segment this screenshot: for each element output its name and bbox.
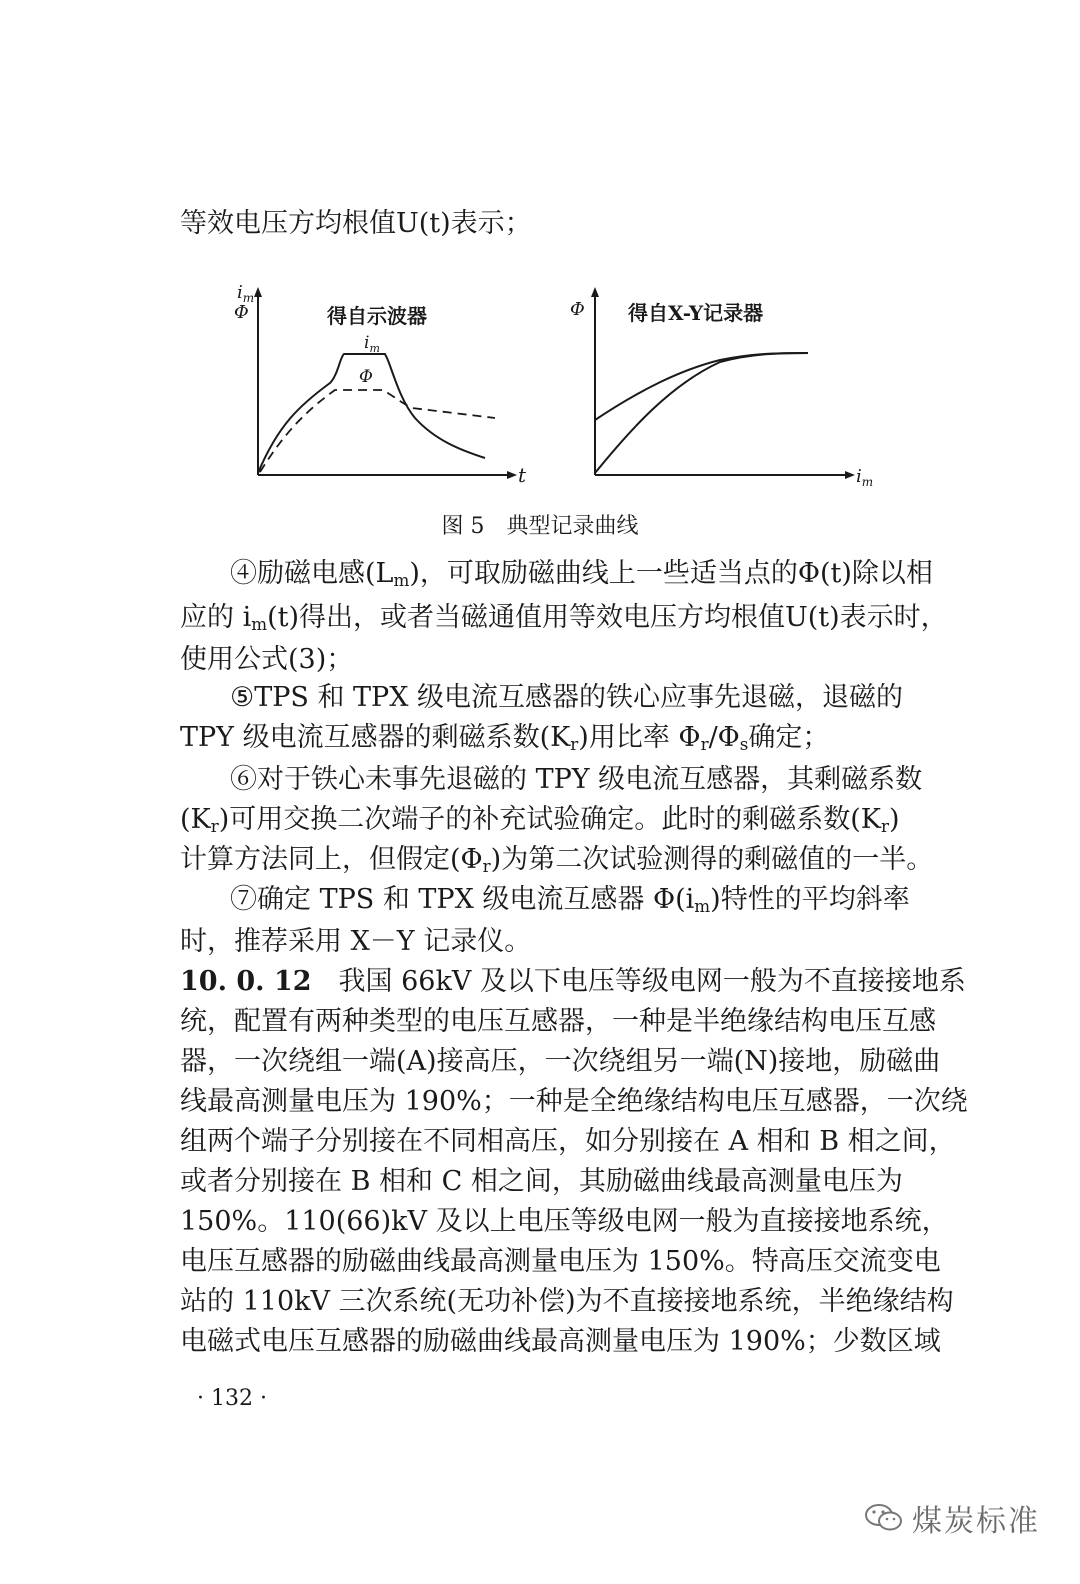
section-number: 10. 0. 12 [180, 966, 312, 997]
text-line: 电磁式电压互感器的励磁曲线最高测量电压为 190%；少数区域 [180, 1326, 941, 1357]
text-line: 统，配置有两种类型的电压互感器，一种是半绝缘结构电压互感 [180, 1006, 936, 1037]
text-line: TPY 级电流互感器的剩磁系数$(K_r)$用比率 $\Phi_r/\Phi_s$确定； [180, 722, 830, 755]
left-y-label-phi: Φ [234, 302, 249, 323]
left-plot [234, 282, 527, 487]
text-line: 150%。110(66)kV 及以上电压等级电网一般为直接接地系统， [180, 1206, 949, 1237]
text-line: ⑦确定 TPS 和 TPX 级电流互感器 $\Phi(i_m)$特性的平均斜率 [230, 884, 910, 917]
hysteresis-upper-curve [595, 353, 808, 420]
text-line: $(K_r)$可用交换二次端子的补充试验确定。此时的剩磁系数$(K_r)$ [180, 804, 900, 837]
page-number: · 132 · [197, 1386, 267, 1411]
text-line: 使用公式(3)； [180, 644, 354, 675]
right-plot-title: 得自X-Y记录器 [628, 301, 764, 325]
text-line: ⑤TPS 和 TPX 级电流互感器的铁心应事先退磁，退磁的 [230, 682, 904, 713]
text-line: ⑥对于铁心未事先退磁的 TPY 级电流互感器，其剩磁系数 [230, 764, 923, 795]
text-line: 应的 $i_m(t)$得出，或者当磁通值用等效电压方均根值U(t)表示时， [180, 602, 948, 635]
intro-line: 等效电压方均根值U(t)表示； [180, 208, 532, 239]
text-line: 电压互感器的励磁曲线最高测量电压为 150%。特高压交流变电 [180, 1246, 941, 1277]
watermark [864, 1496, 1040, 1543]
text-line: 站的 110kV 三次系统(无功补偿)为不直接接地系统，半绝缘结构 [180, 1286, 954, 1317]
watermark-text: 煤炭标准 [912, 1503, 1040, 1539]
right-x-label-im: $i_m$ [856, 466, 874, 489]
text-line: 10. 0. 12 我国 66kV 及以下电压等级电网一般为不直接接地系 [180, 966, 966, 997]
right-y-label-phi: Φ [570, 299, 585, 320]
text-line: 器，一次绕组一端(A)接高压，一次绕组另一端(N)接地，励磁曲 [180, 1046, 941, 1077]
text-line: 计算方法同上，但假定$(\Phi_r)$为第二次试验测得的剩磁值的一半。 [180, 844, 934, 877]
phi-curve [260, 390, 495, 472]
text-line: 组两个端子分别接在不同相高压，如分别接在 A 相和 B 相之间， [180, 1126, 956, 1157]
left-plot-title: 得自示波器 [327, 304, 427, 328]
wechat-icon [864, 1502, 904, 1542]
figure-caption: 图 5 典型记录曲线 [441, 514, 639, 539]
left-x-label-t: t [518, 463, 527, 487]
phi-curve-label: Φ [359, 367, 373, 387]
right-plot [570, 292, 873, 489]
figure-5 [0, 0, 1080, 520]
text-line: 线最高测量电压为 190%；一种是全绝缘结构电压互感器，一次绕 [180, 1086, 968, 1117]
hysteresis-lower-curve [595, 353, 808, 473]
im-curve-label: $i_m$ [364, 333, 380, 355]
text-line: 时，推荐采用 X－Y 记录仪。 [180, 926, 532, 957]
left-y-label-im: $i_m$ [237, 282, 255, 305]
text-line: ④励磁电感$(L_m)$，可取励磁曲线上一些适当点的Φ(t)除以相 [230, 558, 933, 591]
text-line: 或者分别接在 B 相和 C 相之间，其励磁曲线最高测量电压为 [180, 1166, 903, 1197]
